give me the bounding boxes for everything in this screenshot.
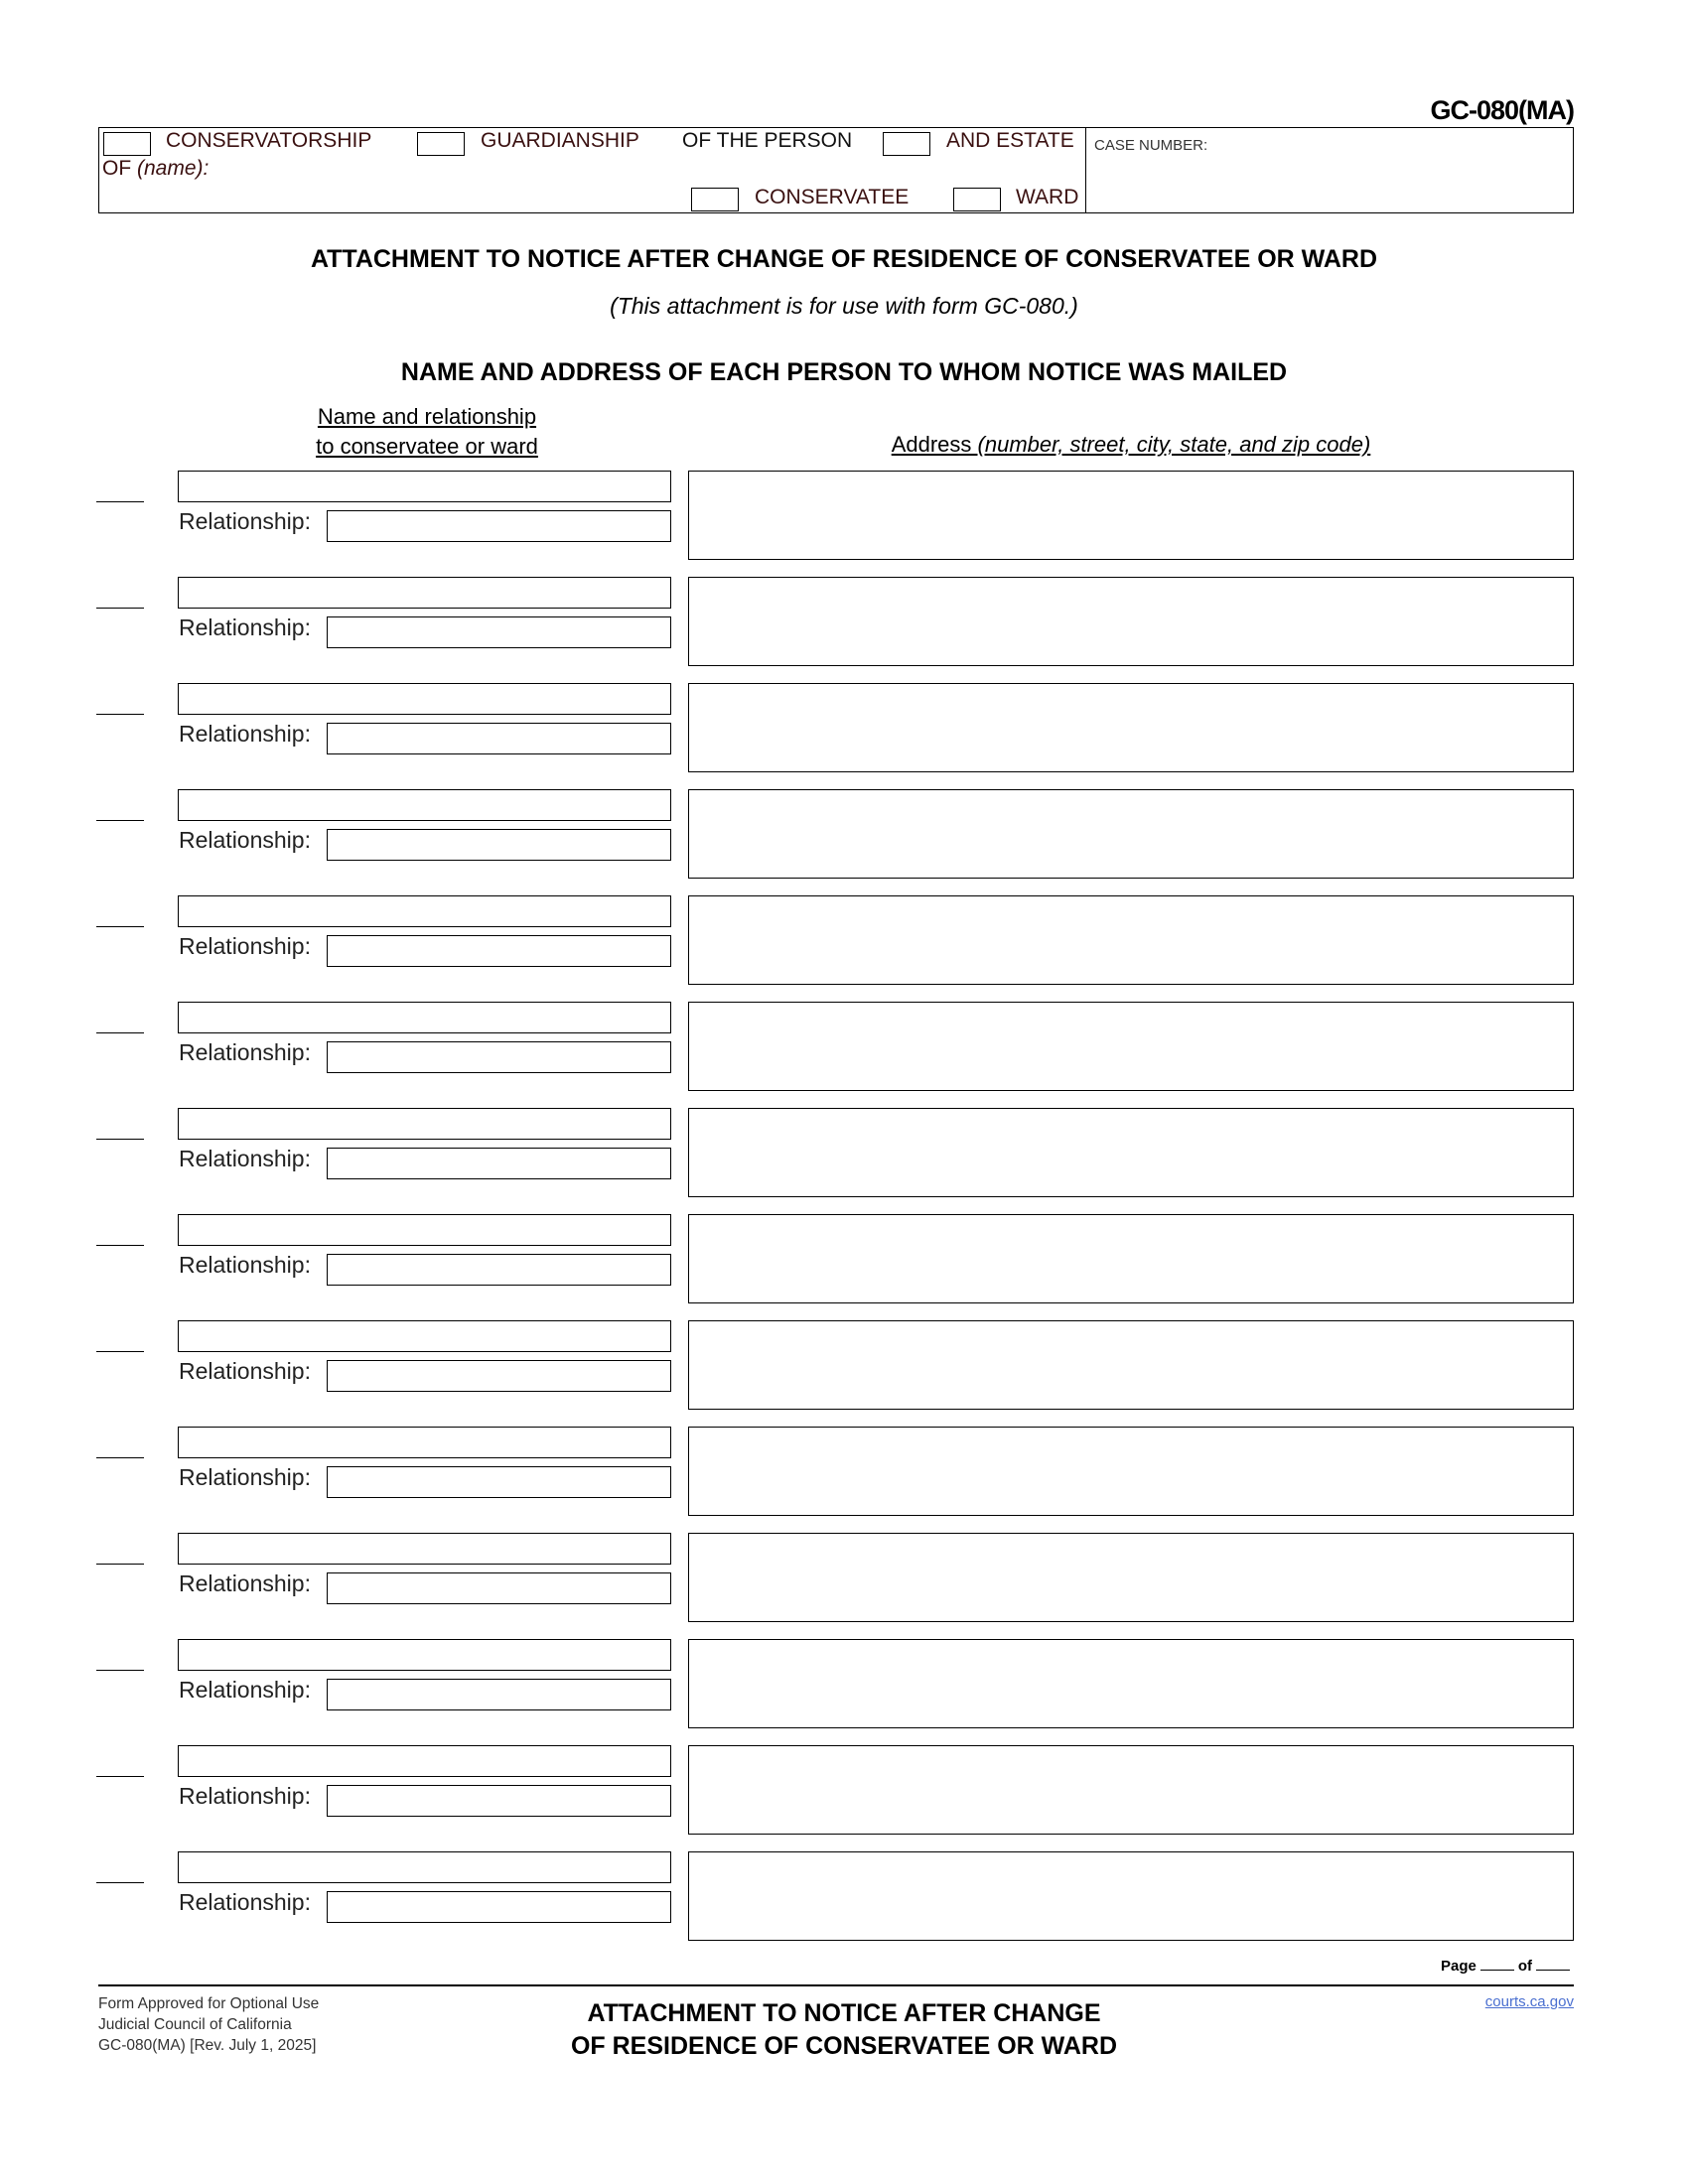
name-input[interactable] [178,1002,671,1033]
name-input[interactable] [178,1745,671,1777]
name-input[interactable] [178,895,671,927]
page-label: Page [1440,1958,1477,1975]
page-number [1441,1958,1574,1975]
name-input[interactable] [178,471,671,502]
guardianship-checkbox[interactable] [417,132,465,156]
address-header-label: Address [891,432,978,457]
name-input[interactable] [178,1320,671,1352]
and-estate-checkbox[interactable] [883,132,930,156]
item-number-blank[interactable] [96,714,144,715]
relationship-label: Relationship: [179,614,311,640]
relationship-label: Relationship: [179,1783,311,1809]
name-input[interactable] [178,683,671,715]
address-input[interactable] [688,1745,1574,1835]
address-input[interactable] [688,1002,1574,1091]
relationship-input[interactable] [327,1679,671,1710]
conservatee-label: CONSERVATEE [755,186,910,208]
name-input[interactable] [178,1108,671,1140]
name-input[interactable] [178,1427,671,1458]
relationship-label: Relationship: [179,827,311,853]
address-header-detail: (number, street, city, state, and zip code) [977,432,1371,457]
relationship-label: Relationship: [179,1570,311,1596]
guardianship-label: GUARDIANSHIP [481,129,639,152]
of-name-label [102,157,209,181]
name-header-line1: Name and relationship [317,404,537,429]
item-number-blank[interactable] [96,1457,144,1458]
page-title: ATTACHMENT TO NOTICE AFTER CHANGE OF RESIDENCE OF CONSERVATEE OR WARD [310,245,1378,273]
relationship-input[interactable] [327,1148,671,1179]
address-input[interactable] [688,471,1574,560]
form-number: GC-080(MA) [1430,95,1574,125]
relationship-input[interactable] [327,1041,671,1073]
of-label: of [1517,1958,1532,1975]
name-column-header [258,402,596,462]
address-input[interactable] [688,1320,1574,1410]
address-input[interactable] [688,1108,1574,1197]
footer-divider [98,1984,1574,1986]
relationship-input[interactable] [327,1254,671,1286]
item-number-blank[interactable] [96,1245,144,1246]
footer-revision: GC-080(MA) [Rev. July 1, 2025] [98,2037,317,2054]
relationship-label: Relationship: [179,721,311,747]
relationship-label: Relationship: [179,1677,311,1703]
relationship-label: Relationship: [179,1252,311,1278]
of-label: OF [102,157,137,180]
page-blank[interactable] [1480,1970,1514,1971]
address-input[interactable] [688,1427,1574,1516]
and-estate-label: AND ESTATE [946,129,1074,152]
relationship-input[interactable] [327,616,671,648]
relationship-label: Relationship: [179,1146,311,1171]
relationship-input[interactable] [327,1360,671,1392]
item-number-blank[interactable] [96,1882,144,1883]
address-column-header [688,432,1574,458]
name-label: (name): [137,157,210,180]
relationship-input[interactable] [327,510,671,542]
case-number-field[interactable] [1085,128,1575,212]
item-number-blank[interactable] [96,820,144,821]
conservatorship-label: CONSERVATORSHIP [166,129,372,152]
address-input[interactable] [688,789,1574,879]
item-number-blank[interactable] [96,1776,144,1777]
of-the-person-label: OF THE PERSON [682,129,853,152]
relationship-label: Relationship: [179,1039,311,1065]
of-blank[interactable] [1536,1970,1570,1971]
footer-title-line2: OF RESIDENCE OF CONSERVATEE OR WARD [570,2032,1118,2060]
address-input[interactable] [688,1639,1574,1728]
item-number-blank[interactable] [96,1139,144,1140]
ward-label: WARD [1016,186,1079,208]
item-number-blank[interactable] [96,1564,144,1565]
footer-approval: Form Approved for Optional Use [98,1995,320,2012]
relationship-input[interactable] [327,1466,671,1498]
name-input[interactable] [178,789,671,821]
conservatee-checkbox[interactable] [691,188,739,211]
relationship-input[interactable] [327,829,671,861]
address-input[interactable] [688,895,1574,985]
address-input[interactable] [688,577,1574,666]
footer-council: Judicial Council of California [98,2016,292,2033]
relationship-input[interactable] [327,1891,671,1923]
relationship-label: Relationship: [179,508,311,534]
relationship-label: Relationship: [179,1464,311,1490]
name-input[interactable] [178,1214,671,1246]
caption-box [98,127,1574,213]
section-heading: NAME AND ADDRESS OF EACH PERSON TO WHOM NOTICE WAS MAILED [400,358,1288,386]
footer-title-line1: ATTACHMENT TO NOTICE AFTER CHANGE [587,1999,1101,2027]
case-number-label: CASE NUMBER: [1094,137,1208,154]
address-input[interactable] [688,1214,1574,1303]
page-subtitle: (This attachment is for use with form GC-080.) [610,293,1078,319]
name-header-line2: to conservatee or ward [316,434,538,459]
address-input[interactable] [688,1533,1574,1622]
relationship-label: Relationship: [179,933,311,959]
item-number-blank[interactable] [96,608,144,609]
courts-link[interactable]: courts.ca.gov [1484,1993,1574,2010]
address-input[interactable] [688,683,1574,772]
item-number-blank[interactable] [96,1351,144,1352]
item-number-blank[interactable] [96,926,144,927]
ward-checkbox[interactable] [953,188,1001,211]
conservatorship-checkbox[interactable] [103,132,151,156]
name-input[interactable] [178,1639,671,1671]
item-number-blank[interactable] [96,1670,144,1671]
name-input[interactable] [178,1533,671,1565]
relationship-label: Relationship: [179,1889,311,1915]
relationship-input[interactable] [327,1572,671,1604]
name-input[interactable] [178,1851,671,1883]
relationship-label: Relationship: [179,1358,311,1384]
address-input[interactable] [688,1851,1574,1941]
relationship-input[interactable] [327,935,671,967]
item-number-blank[interactable] [96,1032,144,1033]
footer-title [0,1997,1688,2063]
relationship-input[interactable] [327,1785,671,1817]
relationship-input[interactable] [327,723,671,754]
name-input[interactable] [178,577,671,609]
item-number-blank[interactable] [96,501,144,502]
